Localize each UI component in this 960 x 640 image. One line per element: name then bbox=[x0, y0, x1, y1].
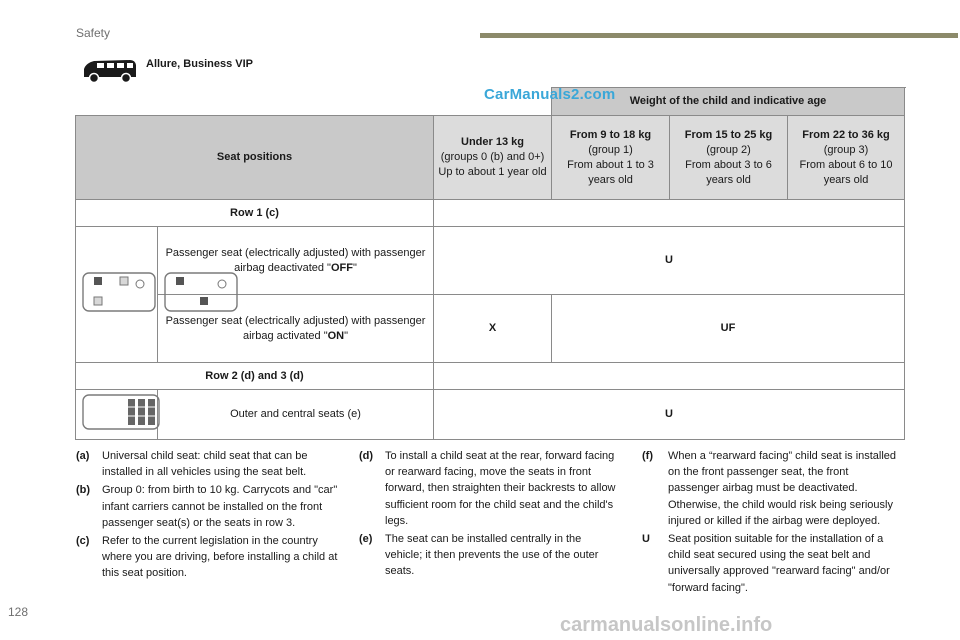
group-3-header bbox=[788, 116, 905, 200]
group-3-age: From about 6 to 10 years old bbox=[799, 158, 893, 186]
airbag-on-text: ON bbox=[327, 329, 345, 342]
outer-seats-label: Outer and central seats (e) bbox=[158, 390, 434, 440]
row-23-empty bbox=[434, 363, 905, 390]
group-2-weight: From 15 to 25 kg bbox=[684, 128, 773, 141]
watermark: CarManuals2.com bbox=[484, 86, 616, 103]
footer-watermark: carmanualsonline.info bbox=[560, 614, 773, 636]
group-0-weight: Under 13 kg bbox=[461, 136, 524, 148]
group-3-weight: From 22 to 36 kg bbox=[802, 128, 890, 141]
page-number: 128 bbox=[8, 605, 29, 619]
note-b: (b) Group 0: from birth to 10 kg. Carrycots and "car" infant carriers cannot be installed on the front passenger seat(s) or the seats in row 3. bbox=[76, 484, 338, 529]
group-1-header bbox=[552, 116, 670, 200]
front-passenger-seat-diagram bbox=[80, 269, 240, 315]
rear-seat-diagram-cell bbox=[76, 390, 158, 440]
footnotes-col-2 bbox=[359, 448, 621, 582]
group-2-header bbox=[670, 116, 788, 200]
group-2-group: (group 2) bbox=[706, 143, 751, 156]
seat-on-value-1: X bbox=[434, 295, 552, 363]
note-e: (e) The seat can be installed centrally in the vehicle; it then prevents the use of the outer seats. bbox=[359, 533, 599, 578]
group-0-age: Up to about 1 year old bbox=[438, 166, 547, 178]
section-title: Safety bbox=[76, 26, 111, 40]
airbag-off-text: OFF bbox=[330, 261, 353, 274]
group-1-age: From about 1 to 3 years old bbox=[567, 158, 654, 186]
weight-header: Weight of the child and indicative age bbox=[552, 88, 905, 116]
group-2-age: From about 3 to 6 years old bbox=[685, 158, 772, 186]
seat-off-value: U bbox=[434, 227, 905, 295]
seat-on-label: Passenger seat (electrically adjusted) with passenger airbag activated "ON" bbox=[158, 295, 434, 363]
footnotes-col-3 bbox=[642, 448, 900, 598]
van-icon bbox=[80, 57, 138, 85]
group-1-weight: From 9 to 18 kg bbox=[569, 128, 652, 141]
outer-seats-value: U bbox=[434, 390, 905, 440]
note-u: U Seat position suitable for the installation of a child seat secured using the seat belt and universally approved "rearward facing" and/or "forward facing". bbox=[642, 533, 890, 594]
header-rule bbox=[480, 33, 958, 38]
header-blank bbox=[76, 88, 552, 116]
group-0-group: (groups 0 (b) and 0+) bbox=[440, 151, 545, 163]
group-1-group: (group 1) bbox=[588, 143, 633, 156]
footnotes-col-1 bbox=[76, 448, 338, 584]
row-1-label: Row 1 (c) bbox=[76, 200, 434, 227]
row-1-empty bbox=[434, 200, 905, 227]
note-a: (a) Universal child seat: child seat that can be installed in all vehicles using the seat belt. bbox=[76, 450, 308, 479]
seat-off-label: Passenger seat (electrically adjusted) with passenger airbag deactivated "OFF" bbox=[158, 227, 434, 295]
child-seat-table bbox=[75, 87, 905, 440]
front-seat-diagram-cell bbox=[76, 227, 158, 363]
group-3-group: (group 3) bbox=[823, 143, 869, 156]
note-c: (c) Refer to the current legislation in the country where you are driving, before installing a child at this seat position. bbox=[76, 535, 338, 580]
note-d: (d) To install a child seat at the rear, forward facing or rearward facing, move the seats in front forward, then straighten their backrests to allow sufficient room for the child seat and the child's legs. bbox=[359, 450, 616, 527]
note-f: (f) When a “rearward facing” child seat is installed on the front passenger seat, the front passenger airbag must be deactivated. Otherwise, the child would risk being seriously injured or killed if the airbag were deployed. bbox=[642, 450, 897, 527]
group-0-header bbox=[434, 116, 552, 200]
seat-on-value-2: UF bbox=[552, 295, 905, 363]
row-23-label: Row 2 (d) and 3 (d) bbox=[76, 363, 434, 390]
seat-positions-header: Seat positions bbox=[76, 116, 434, 200]
rear-seats-diagram bbox=[80, 392, 162, 432]
variant-label: Allure, Business VIP bbox=[146, 58, 253, 70]
